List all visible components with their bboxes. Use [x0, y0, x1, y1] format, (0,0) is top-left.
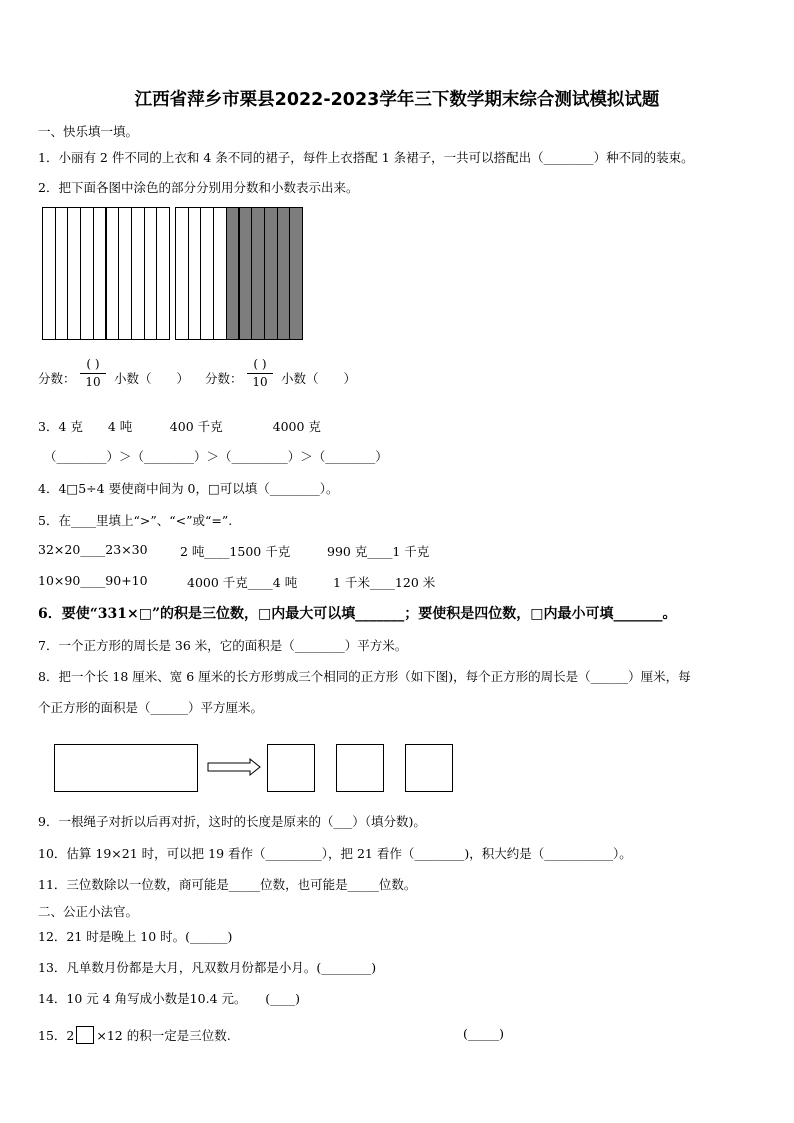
unshaded-strip	[131, 207, 145, 340]
fraction-2	[247, 357, 273, 390]
section-2-heading: 二、公正小法官。	[38, 904, 139, 919]
decimal-label-1: 小数（ ）	[114, 371, 190, 386]
unshaded-strip	[144, 207, 158, 340]
question-6: 6．要使“331×□”的积是三位数，□内最大可以填_______；要使积是四位数，□内最小可填_______。	[38, 606, 677, 622]
blank-box	[76, 1026, 94, 1044]
unshaded-strip	[67, 207, 81, 340]
shaded-strip	[289, 207, 303, 340]
question-5: 5．在____里填上“>”、“<”或“=”.	[38, 513, 233, 528]
shaded-strip	[264, 207, 278, 340]
unshaded-strip	[213, 207, 227, 340]
unshaded-strip	[42, 207, 56, 340]
question-8-line-2: 个正方形的面积是（______）平方厘米。	[38, 700, 264, 715]
fraction-bar	[80, 373, 106, 374]
rectangle-shape	[54, 744, 198, 792]
fraction-1-numerator: ( )	[86, 357, 100, 371]
question-11: 11．三位数除以一位数，商可能是_____位数，也可能是_____位数。	[38, 877, 417, 892]
question-15-suffix: ×12 的积一定是三位数.	[96, 1028, 231, 1043]
question-10: 10．估算 19×21 时，可以把 19 看作（_________），把 21 看作（________)，积大约是（___________）。	[38, 846, 632, 861]
square-shape-1	[267, 744, 315, 792]
question-5-item-a3: 990 克____1 千克	[327, 544, 430, 559]
unshaded-strip	[188, 207, 202, 340]
question-12: 12．21 时是晚上 10 时。(______)	[38, 929, 233, 944]
unshaded-strip	[175, 207, 189, 340]
shaded-strip	[226, 207, 240, 340]
question-5-item-a2: 2 吨____1500 千克	[180, 544, 291, 559]
question-13: 13．凡单数月份都是大月，凡双数月份都是小月。(________)	[38, 960, 377, 975]
decimal-label-2: 小数（ ）	[281, 371, 357, 386]
shaded-strip	[239, 207, 253, 340]
question-14: 14．10 元 4 角写成小数是10.4 元。 (____)	[38, 991, 300, 1006]
fraction-2-denominator: 10	[252, 375, 268, 389]
page-title: 江西省萍乡市栗县2022-2023学年三下数学期末综合测试模拟试题	[134, 90, 660, 110]
section-1-heading: 一、快乐填一填。	[38, 124, 139, 139]
question-9: 9．一根绳子对折以后再对折，这时的长度是原来的（___）（填分数)。	[38, 814, 426, 829]
question-5-item-a1: 32×20____23×30	[38, 542, 148, 557]
question-3-blanks: （________）＞（________）＞（_________）＞（________）	[44, 449, 388, 464]
square-shape-3	[405, 744, 453, 792]
question-3-items: 3．4 克 4 吨 400 千克 4000 克	[38, 419, 321, 434]
fraction-1-denominator: 10	[85, 375, 101, 389]
unshaded-strip	[55, 207, 69, 340]
question-15-prefix: 15．2	[38, 1028, 75, 1043]
question-2: 2．把下面各图中涂色的部分分别用分数和小数表示出来。	[38, 180, 359, 195]
fraction-label-2: 分数：	[205, 371, 243, 386]
question-7: 7．一个正方形的周长是 36 米，它的面积是（________）平方米。	[38, 638, 408, 653]
fraction-label-1: 分数：	[38, 371, 76, 386]
unshaded-strip	[106, 207, 120, 340]
question-5-item-b1: 10×90____90+10	[38, 573, 148, 588]
unshaded-strip	[80, 207, 94, 340]
question-1: 1．小丽有 2 件不同的上衣和 4 条不同的裙子，每件上衣搭配 1 条裙子，一共可以搭配出（________）种不同的装束。	[38, 150, 694, 165]
square-shape-2	[336, 744, 384, 792]
question-15-answer-paren: (_____)	[463, 1026, 505, 1041]
question-5-item-b3: 1 千米____120 米	[333, 575, 436, 590]
question-4: 4．4□5÷4 要使商中间为 0，□可以填（________）。	[38, 481, 339, 496]
unshaded-strip	[156, 207, 170, 340]
fraction-bar	[247, 373, 273, 374]
question-15	[38, 1026, 231, 1044]
question-8-line-1: 8．把一个长 18 厘米、宽 6 厘米的长方形剪成三个相同的正方形（如下图)，每个正方形的周长是（______）厘米，每	[38, 669, 691, 684]
unshaded-strip	[200, 207, 214, 340]
unshaded-strip	[93, 207, 107, 340]
question-5-item-b2: 4000 千克____4 吨	[187, 575, 298, 590]
fraction-2-numerator: ( )	[253, 357, 267, 371]
shaded-strip	[251, 207, 265, 340]
fraction-1	[80, 357, 106, 390]
right-arrow-icon	[206, 757, 262, 777]
unshaded-strip	[118, 207, 132, 340]
shaded-strip	[277, 207, 291, 340]
